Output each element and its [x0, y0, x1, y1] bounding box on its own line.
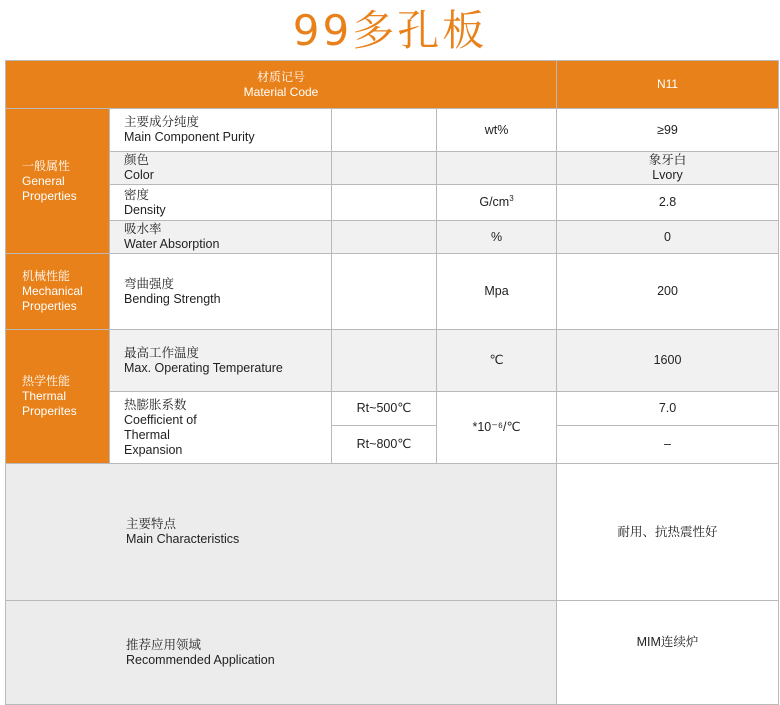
property-bending-strength: 弯曲强度 Bending Strength: [110, 254, 332, 330]
unit-thermal-expansion: *10⁻⁶/℃: [437, 392, 557, 464]
table-row: [6, 392, 779, 426]
recommended-application-value: MIM连续炉: [557, 601, 779, 705]
material-code-label-en: Material Code: [243, 84, 319, 99]
value-max-temperature: 1600: [557, 330, 779, 392]
empty-cell: [332, 221, 437, 254]
main-characteristics-label: 主要特点 Main Characteristics: [6, 464, 557, 601]
recommended-application-label: 推荐应用领域 Recommended Application: [6, 601, 557, 705]
property-purity: 主要成分纯度 Main Component Purity: [110, 109, 332, 152]
table-row: [6, 254, 779, 330]
value-expansion-500: 7.0: [557, 392, 779, 426]
material-spec-table: [5, 60, 779, 705]
value-bending-strength: 200: [557, 254, 779, 330]
empty-cell: [332, 152, 437, 185]
value-purity: ≥99: [557, 109, 779, 152]
page-title: 99多孔板: [292, 6, 488, 55]
table-row: [6, 464, 779, 601]
property-density: 密度 Density: [110, 185, 332, 221]
empty-cell: [332, 254, 437, 330]
unit-water-absorption: %: [437, 221, 557, 254]
value-water-absorption: 0: [557, 221, 779, 254]
value-expansion-800: –: [557, 426, 779, 464]
table-row: [6, 601, 779, 705]
unit-bending-strength: Mpa: [437, 254, 557, 330]
unit-color: [437, 152, 557, 185]
header-row: [6, 61, 779, 109]
unit-purity: wt%: [437, 109, 557, 152]
material-code-value: N11: [557, 61, 779, 109]
condition-rt-500: Rt~500℃: [332, 392, 437, 426]
property-thermal-expansion: 热膨胀系数 Coefficient of Thermal Expansion: [110, 392, 332, 464]
empty-cell: [332, 330, 437, 392]
general-properties-category: 一般属性 General Properties: [6, 109, 110, 254]
table-row: [6, 152, 779, 185]
condition-rt-800: Rt~800℃: [332, 426, 437, 464]
empty-cell: [332, 109, 437, 152]
thermal-properties-category: 热学性能 Thermal Properites: [6, 330, 110, 464]
table-row: [6, 185, 779, 221]
empty-cell: [332, 185, 437, 221]
material-code-header: [6, 61, 557, 109]
main-characteristics-value: 耐用、抗热震性好: [557, 464, 779, 601]
unit-density: $G/cm^3$: [437, 185, 557, 221]
property-color: 颜色 Color: [110, 152, 332, 185]
value-density: 2.8: [557, 185, 779, 221]
property-water-absorption: 吸水率 Water Absorption: [110, 221, 332, 254]
table-row: [6, 109, 779, 152]
value-color: 象牙白 Lvory: [557, 152, 779, 185]
table-row: [6, 221, 779, 254]
material-code-label-zh: 材质记号: [257, 69, 306, 84]
property-max-temperature: 最高工作温度 Max. Operating Temperature: [110, 330, 332, 392]
unit-max-temperature: ℃: [437, 330, 557, 392]
mechanical-properties-category: 机械性能 Mechanical Properties: [6, 254, 110, 330]
table-row: [6, 330, 779, 392]
